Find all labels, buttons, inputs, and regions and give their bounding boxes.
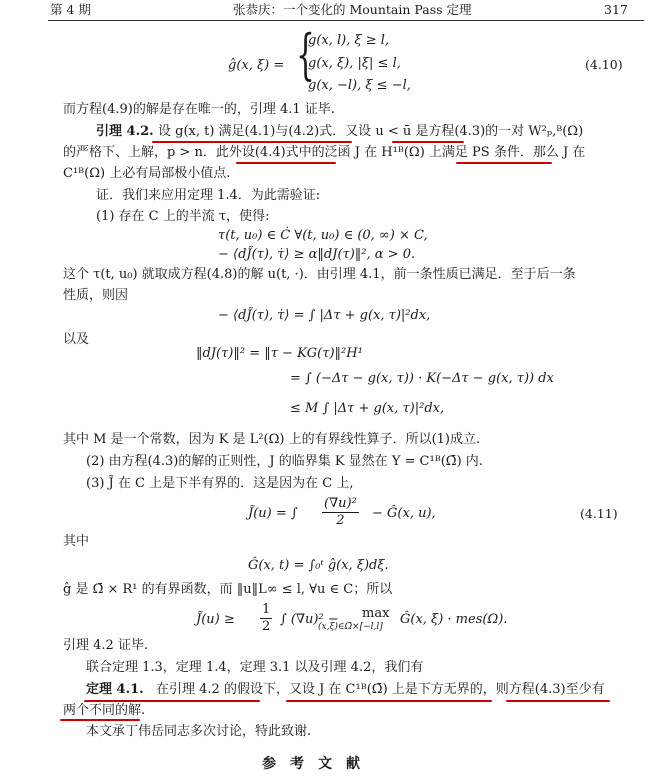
annotation-underline-sub-super xyxy=(392,141,464,143)
flow-condition-1: τ(t, u₀) ∈ Ċ ∀(t, u₀) ∈ (0, ∞) × C, xyxy=(218,228,428,243)
header-rule xyxy=(48,20,644,21)
item-3: (3) J̃ 在 C 上是下半有界的．这是因为在 C 上, xyxy=(86,476,354,491)
eq411-label: (4.11) xyxy=(580,506,618,521)
theorem-text-1: 在引理 4.2 的假设下，又设 J 在 C¹ᴮ(Ω̄) 上是下方无界的，则方程(4.3)至少有 xyxy=(156,682,605,697)
equation-b3: ≤ M ∫ |Δτ + g(x, τ)|²dx, xyxy=(290,401,445,416)
lemma-label: 引理 4.2. xyxy=(96,124,154,139)
page-number: 317 xyxy=(604,2,628,17)
references-title: 参考文献 xyxy=(262,756,374,772)
equation-a: − ⟨dJ̃(τ), τ̇⟩ = ∫ |Δτ + g(x, τ)|²dx, xyxy=(218,308,431,323)
lemma-text-2: 的严格下、上解，p > n．此外设(4.4)式中的泛函 J 在 H¹ᴮ(Ω) 上满足 PS 条件．那么 J 在 xyxy=(63,145,586,160)
eqj-max: max xyxy=(362,606,390,621)
lemma-text-3: C¹ᴮ(Ω) 上必有局部极小值点. xyxy=(63,166,231,181)
proof-end: 引理 4.2 证毕. xyxy=(63,638,149,653)
eq410-brace: { xyxy=(296,23,315,86)
annotation-underline-functional xyxy=(236,162,336,164)
flow-condition-2: − ⟨dJ̃(τ), τ̇⟩ ≥ α‖dJ(τ)‖², α > 0. xyxy=(218,247,416,262)
paragraph-3: ĝ 是 Ω̄ × R¹ 的有界函数，而 ‖u‖L∞ ≤ l, ∀u ∈ C；所以 xyxy=(63,582,393,597)
theorem-label: 定理 4.1. xyxy=(86,682,144,697)
item-2: (2) 由方程(4.3)的解的正则性，J 的临界集 K 显然在 Y = C¹ᴮ(Ω̄) 内. xyxy=(86,454,483,469)
paragraph-1: 这个 τ(t, u₀) 就取成方程(4.8)的解 u(t, ·)．由引理 4.1，前一条性质已满足．至于后一条 xyxy=(63,267,576,282)
proof-start: 证．我们来应用定理 1.4．为此需验证: xyxy=(96,188,321,203)
eq411-numerator: (∇u)² xyxy=(324,496,357,511)
eq410-label: (4.10) xyxy=(585,57,623,72)
eq411-fraction xyxy=(322,496,359,528)
theorem-text-2: 两个不同的解. xyxy=(63,703,146,718)
eqj-lhs: J̃(u) ≥ xyxy=(196,612,235,627)
eqj-tail: Ĝ(x, ξ) · mes(Ω). xyxy=(400,612,508,627)
eqj-denominator: 2 xyxy=(262,618,271,634)
eq410-case3: g(x, −l), ξ ≤ −l, xyxy=(308,78,411,93)
eqj-numerator: 1 xyxy=(262,602,271,617)
running-title: 张恭庆：一个变化的 Mountain Pass 定理 xyxy=(233,2,472,17)
text-qizhong: 其中 xyxy=(63,534,90,549)
eq410-case2: g(x, ξ), |ξ| ≤ l, xyxy=(308,56,401,71)
lemma-text-1: 设 g(x, t) 满足(4.1)与(4.2)式．又设 u < ū 是方程(4.3)的一对 W²ₚ,ᴮ(Ω) xyxy=(158,124,584,139)
acknowledgement: 本文承丁伟岳同志多次讨论，特此致谢. xyxy=(86,724,312,739)
eqj-fraction xyxy=(260,602,272,634)
text-line-proof-end-4-1: 而方程(4.9)的解是存在唯一的，引理 4.1 证毕. xyxy=(63,102,335,117)
eqj-max-subscript: (x,ξ)∈Ω̄×[−l,l] xyxy=(318,622,383,632)
annotation-underline-two-solutions xyxy=(60,719,140,721)
item-1: (1) 存在 C 上的半流 τ，使得: xyxy=(96,209,270,224)
issue-number: 第 4 期 xyxy=(50,2,91,17)
annotation-underline-unbounded xyxy=(286,700,492,702)
annotation-underline-at-least xyxy=(506,700,610,702)
paragraph-1b: 性质，则因 xyxy=(63,288,129,303)
equation-b2: = ∫ (−Δτ − g(x, τ)) · K(−Δτ − g(x, τ)) dx xyxy=(290,371,554,386)
eq411-lhs: J̃(u) = ∫ xyxy=(248,506,298,521)
equation-b1: ‖dJ(τ)‖² = ‖τ − KG(τ)‖²H¹ xyxy=(196,346,363,361)
combine-sentence: 联合定理 1.3，定理 1.4，定理 3.1 以及引理 4.2，我们有 xyxy=(86,660,424,675)
equation-g: Ĝ(x, t) = ∫₀ᵗ ĝ(x, ξ)dξ. xyxy=(248,558,389,573)
paragraph-2: 其中 M 是一个常数，因为 K 是 L²(Ω) 上的有界线性算子．所以(1)成立. xyxy=(63,432,481,447)
eq411-denominator: 2 xyxy=(336,512,345,528)
eqj-integral: ∫ (∇u)² − xyxy=(280,612,339,627)
annotation-underline-lemma-hypothesis xyxy=(152,141,352,143)
annotation-underline-ps-condition xyxy=(456,162,552,164)
eq410-case1: g(x, l), ξ ≥ l, xyxy=(308,33,390,48)
eq411-rhs: − Ĝ(x, u), xyxy=(372,506,436,521)
text-yiji: 以及 xyxy=(63,332,90,347)
eq410-lhs: ĝ(x, ξ) = xyxy=(228,58,285,73)
annotation-underline-theorem-assumption xyxy=(84,700,260,702)
